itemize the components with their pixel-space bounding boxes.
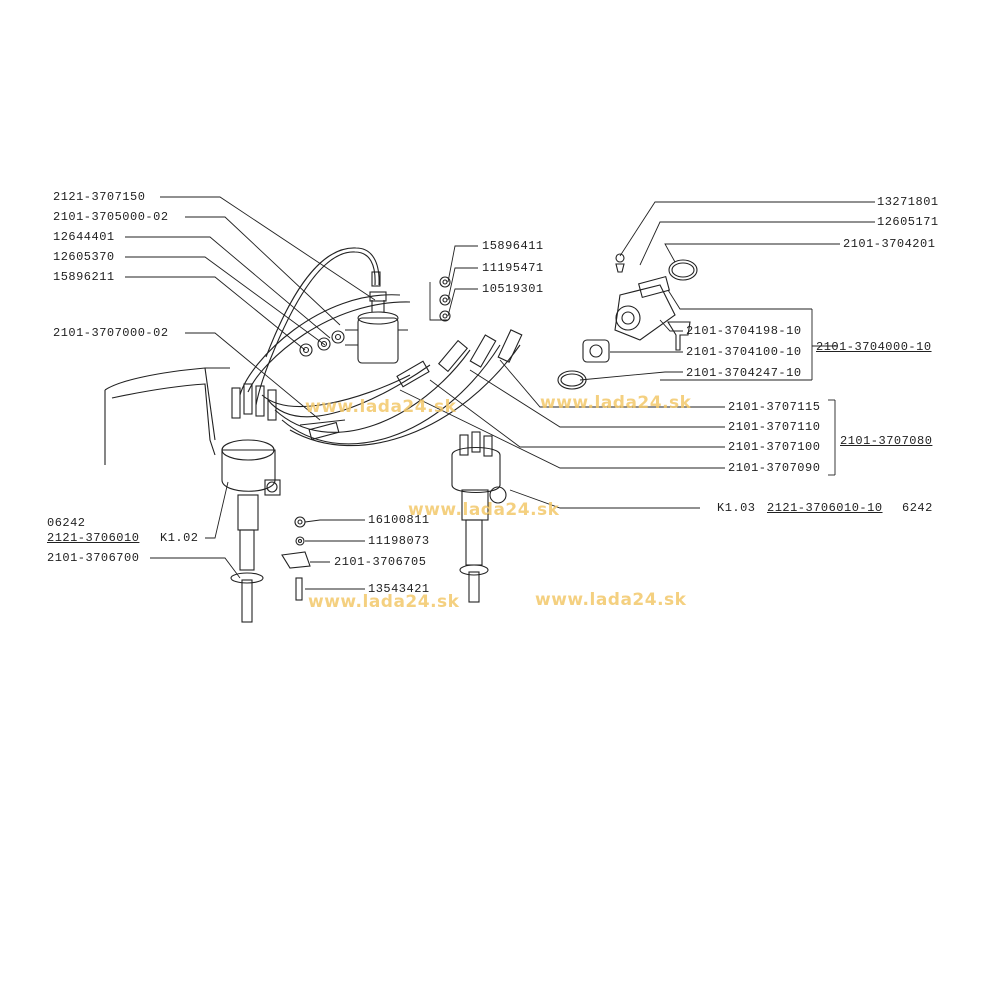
part-label-10519301: 10519301 bbox=[482, 282, 544, 296]
part-label-2101-3707115: 2101-3707115 bbox=[728, 400, 821, 414]
part-label-2101-3706705: 2101-3706705 bbox=[334, 555, 427, 569]
watermark: www.lada24.sk bbox=[535, 590, 687, 610]
part-label-2101-3706700: 2101-3706700 bbox=[47, 551, 140, 565]
assembly-label-2101-3707080: 2101-3707080 bbox=[840, 434, 933, 448]
part-label-2101-3707100: 2101-3707100 bbox=[728, 440, 821, 454]
part-label-2121-3707150: 2121-3707150 bbox=[53, 190, 146, 204]
kit-label-k103: K1.03 bbox=[717, 501, 756, 515]
part-label-2101-3704201: 2101-3704201 bbox=[843, 237, 936, 251]
part-label-15896411: 15896411 bbox=[482, 239, 544, 253]
spark-plug-leads bbox=[240, 295, 522, 446]
part-label-2101-3704100-10: 2101-3704100-10 bbox=[686, 345, 802, 359]
code-label-06242: 06242 bbox=[47, 516, 86, 530]
assembly-label-2101-3704000-10: 2101-3704000-10 bbox=[816, 340, 932, 354]
part-label-13271801: 13271801 bbox=[877, 195, 939, 209]
watermark: www.lada24.sk bbox=[305, 397, 457, 417]
watermark: www.lada24.sk bbox=[408, 500, 560, 520]
part-label-12644401: 12644401 bbox=[53, 230, 115, 244]
part-label-2101-3707000-02: 2101-3707000-02 bbox=[53, 326, 169, 340]
part-label-2101-3705000-02: 2101-3705000-02 bbox=[53, 210, 169, 224]
part-label-2121-3706010-10: 2121-3706010-10 bbox=[767, 501, 883, 515]
part-label-15896211: 15896211 bbox=[53, 270, 115, 284]
code-label-6242: 6242 bbox=[902, 501, 933, 515]
part-label-11195471: 11195471 bbox=[482, 261, 544, 275]
kit-label-k102: K1.02 bbox=[160, 531, 199, 545]
part-label-11198073: 11198073 bbox=[368, 534, 430, 548]
part-label-12605171: 12605171 bbox=[877, 215, 939, 229]
ignition-switch bbox=[558, 254, 697, 389]
watermark: www.lada24.sk bbox=[540, 393, 692, 413]
part-label-12605370: 12605370 bbox=[53, 250, 115, 264]
part-label-2101-3704198-10: 2101-3704198-10 bbox=[686, 324, 802, 338]
part-label-16100811: 16100811 bbox=[368, 513, 430, 527]
watermark: www.lada24.sk bbox=[308, 592, 460, 612]
left-distributor bbox=[222, 384, 280, 622]
engine-outline bbox=[105, 368, 230, 465]
part-label-2101-3707090: 2101-3707090 bbox=[728, 461, 821, 475]
part-label-2101-3704247-10: 2101-3704247-10 bbox=[686, 366, 802, 380]
part-label-2101-3707110: 2101-3707110 bbox=[728, 420, 821, 434]
part-label-2121-3706010: 2121-3706010 bbox=[47, 531, 140, 545]
part-label-13543421: 13543421 bbox=[368, 582, 430, 596]
